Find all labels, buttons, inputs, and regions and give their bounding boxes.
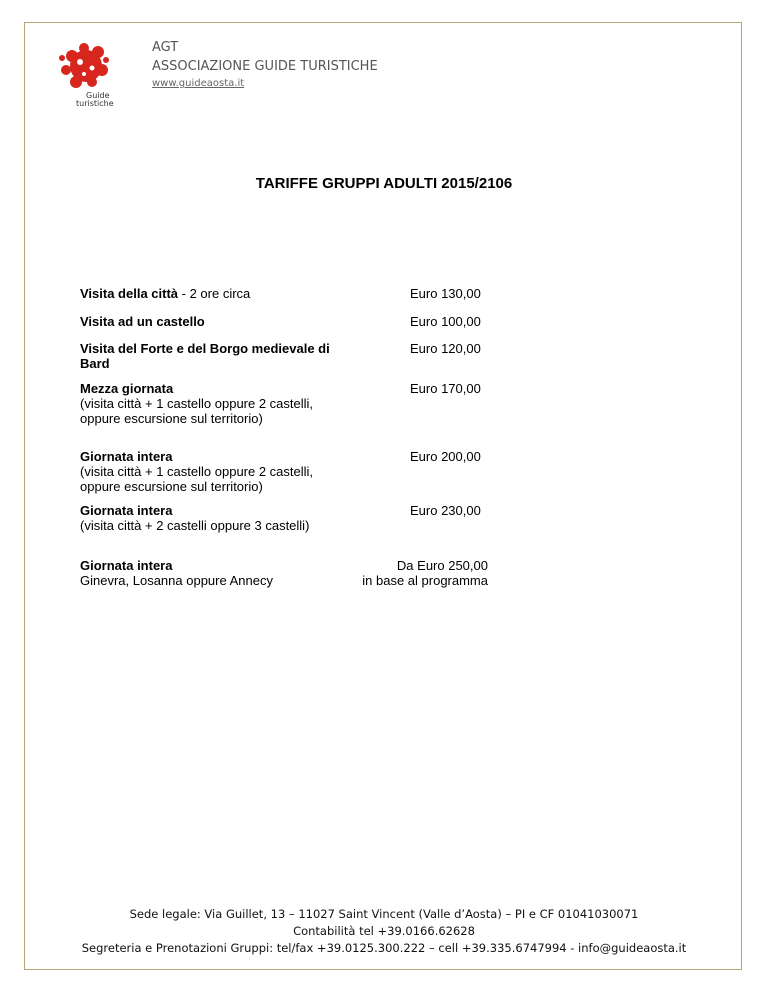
rate-price: Euro 100,00	[410, 314, 481, 329]
rate-detail: - 2 ore circa	[178, 286, 251, 301]
footer-address: Sede legale: Via Guillet, 13 – 11027 Saint Vincent (Valle d’Aosta) – PI e CF 01041030071	[129, 907, 639, 921]
rate-price: Da Euro 250,00	[396, 558, 488, 573]
rate-name: Visita della città	[80, 286, 179, 301]
rate-price: Euro 130,00	[410, 286, 481, 301]
footer	[0, 906, 768, 957]
org-full-name: ASSOCIAZIONE GUIDE TURISTICHE	[152, 59, 378, 74]
footer-accounting: Contabilità tel +39.0166.62628	[293, 924, 475, 938]
org-short-name: AGT	[152, 40, 179, 55]
website-link[interactable]: www.guideaosta.it	[152, 78, 245, 89]
rate-subtext: (visita città + 2 castelli oppure 3 castelli)	[80, 518, 310, 533]
rate-price: Euro 120,00	[410, 341, 481, 356]
svg-text:Guide: Guide	[86, 91, 110, 100]
rate-name: Visita ad un castello	[80, 314, 205, 329]
logo-icon	[54, 40, 126, 112]
rate-subtext: (visita città + 1 castello oppure 2 castelli, oppure escursione sul territorio)	[80, 396, 314, 426]
organization-header	[152, 40, 378, 89]
rate-price-note: in base al programma	[362, 573, 488, 588]
rate-name: Giornata intera	[80, 449, 173, 464]
page-title: TARIFFE GRUPPI ADULTI 2015/2106	[255, 175, 513, 192]
rate-subtext: (visita città + 1 castello oppure 2 castelli, oppure escursione sul territorio)	[80, 464, 314, 494]
page-border	[24, 22, 742, 970]
rate-price: Euro 230,00	[410, 503, 481, 518]
rate-name: Visita del Forte e del Borgo medievale di Bard	[80, 341, 330, 371]
rate-price: Euro 170,00	[410, 381, 481, 396]
rate-name: Giornata intera	[80, 558, 173, 573]
rate-name: Giornata intera	[80, 503, 173, 518]
svg-text:turistiche: turistiche	[76, 99, 114, 108]
footer-contacts: Segreteria e Prenotazioni Gruppi: tel/fax +39.0125.300.222 – cell +39.335.6747994 - info@guideaosta.it	[81, 941, 687, 955]
rate-subtext: Ginevra, Losanna oppure Annecy	[80, 573, 273, 588]
rate-name: Mezza giornata	[80, 381, 174, 396]
rate-price: Euro 200,00	[410, 449, 481, 464]
